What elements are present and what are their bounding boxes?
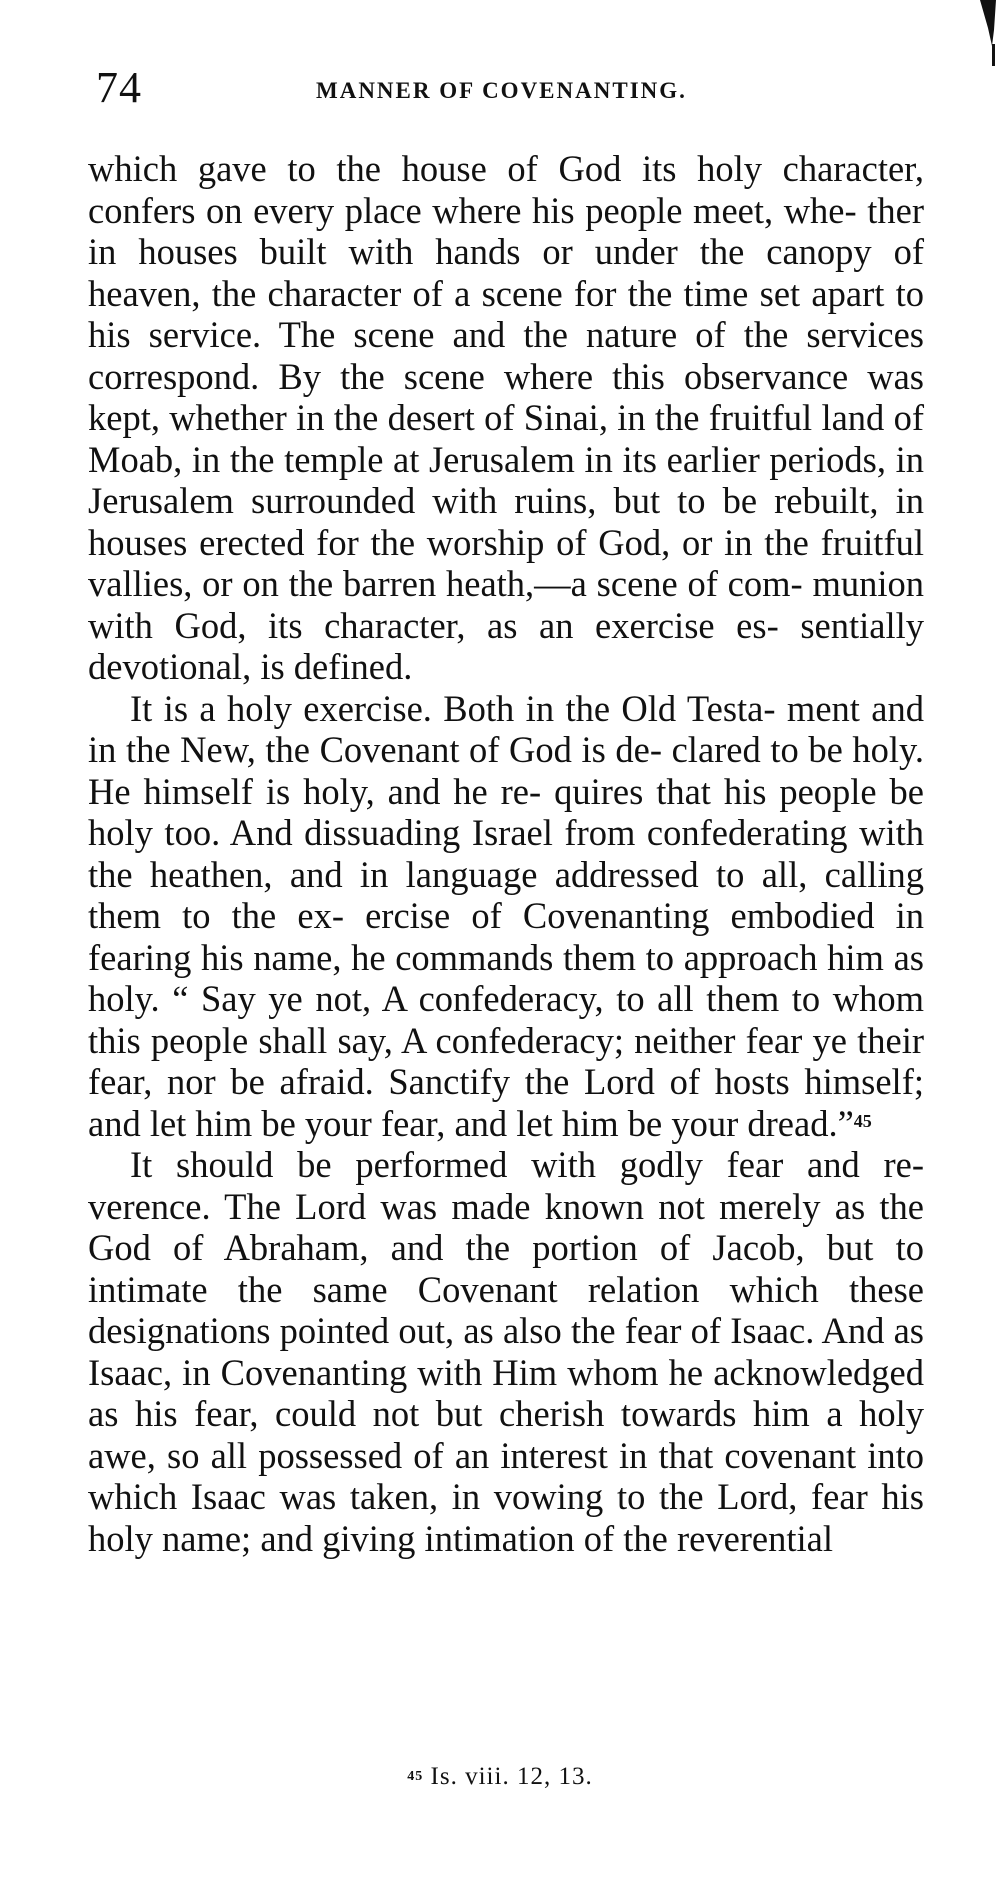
footnote-marker: 45 <box>407 1769 424 1784</box>
paragraph-3: It should be performed with godly fear and re- verence. The Lord was made known not merely as the God of Abraham, and the portion of Jacob, but to intimate the same Covenant relation which these designations pointed out, as also the fear of Isaac. And as Isaac, in Covenanting with Him whom he acknowledged as his fear, could not but cherish towards him a holy awe, so all possessed of an interest in that covenant into which Isaac was taken, in vowing to the Lord, fear his holy name; and giving intimation of the reverential <box>88 1144 924 1559</box>
footnote-text: Is. viii. 12, 13. <box>430 1763 593 1790</box>
footnote-reference[interactable]: 45 <box>853 1110 872 1131</box>
paragraph-1: which gave to the house of God its holy character, confers on every place where his people meet, whe- ther in houses built with hands or under the canopy of heaven, the character of a scene for the time set apart to his service. The scene and the nature of the services correspond. By the scene where this observance was kept, whether in the desert of Sinai, in the fruitful land of Moab, in the temple at Jerusalem in its earlier periods, in Jerusalem surrounded with ruins, but to be rebuilt, in houses erected for the worship of God, or in the fruitful vallies, or on the barren heath,—a scene of com- munion with God, its character, as an exercise es- sentially devotional, is defined. <box>88 148 924 687</box>
footnote <box>0 1760 1000 1794</box>
body-text <box>88 148 924 1559</box>
page-edge-mark <box>970 0 1000 70</box>
running-head <box>96 58 916 118</box>
paragraph-2-text: It is a holy exercise. Both in the Old Testa- ment and in the New, the Covenant of God is de- clared to be holy. He himself is holy, and he re- quires that his people be holy too. And dissuading Israel from confederating with the heathen, and in language addressed to all, calling them to the ex- ercise of Covenanting embodied in fearing his name, he commands them to approach him as holy. “ Say ye not, A confederacy, to all them to whom this people shall say, A confederacy; neither fear ye their fear, nor be afraid. Sanctify the Lord of hosts himself; and let him be your fear, and let him be your dread.” <box>88 687 924 1144</box>
running-title: MANNER OF COVENANTING. <box>316 78 687 103</box>
page-number: 74 <box>96 63 142 112</box>
paragraph-2 <box>88 688 924 1145</box>
